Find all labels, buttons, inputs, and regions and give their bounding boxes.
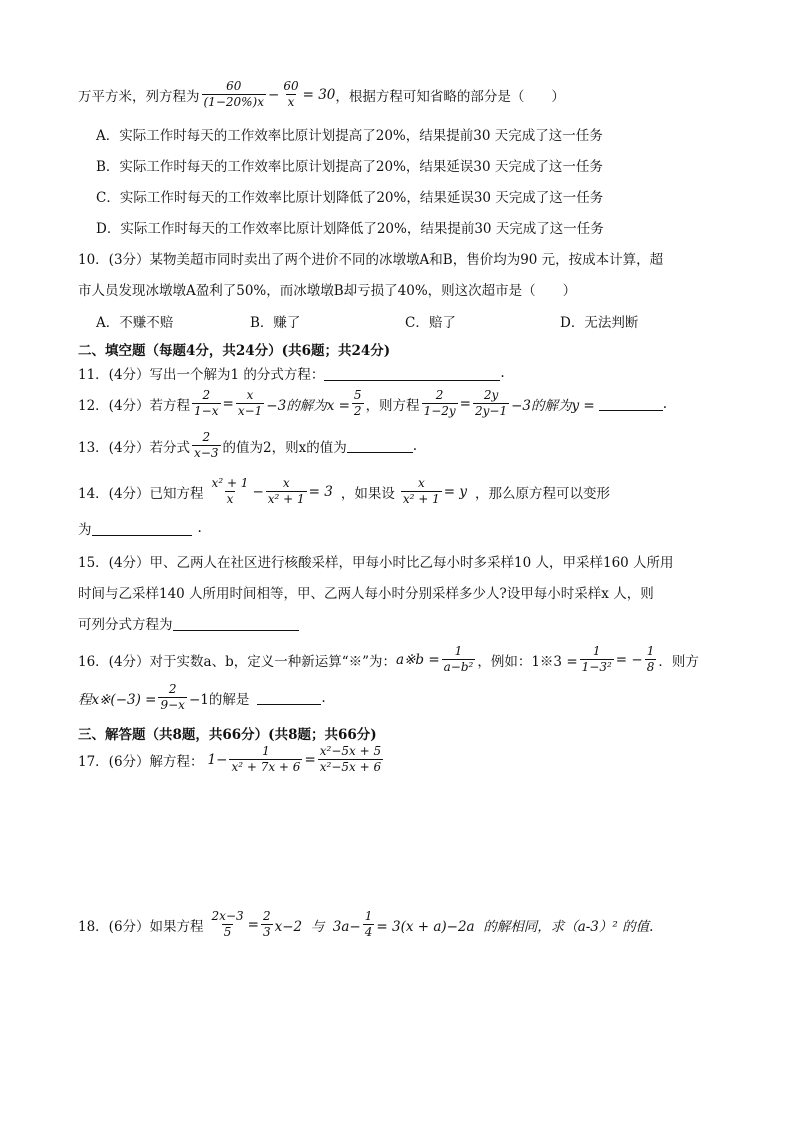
- q17-frac-1: $\frac{1}{\text{x² + 7x + 6}}$: [231, 744, 301, 775]
- q10-option-a: A．不赚不赔: [96, 315, 174, 331]
- q13-prefix: 13．(4分）若分式: [78, 439, 191, 456]
- q17-frac-2: $\frac{\text{x²−5x + 5}}{\text{x²−5x + 6}}$: [319, 744, 382, 775]
- q13-answer-blank[interactable]: [347, 438, 413, 453]
- q16-equation-frac: $\frac{2}{9-x}$: [160, 682, 185, 713]
- q18-frac-3: $\frac{1}{4}$: [364, 909, 373, 940]
- q12-frac-2: $\frac{x}{x-1}$: [237, 388, 263, 419]
- q16-def-frac: $\frac{1}{\text{a−b²}}$: [443, 644, 474, 675]
- q11-line: 11．(4分）写出一个解为1 的分式方程： .: [78, 365, 505, 383]
- q16-line2: 程x※(−3) = $\frac{2}{9-x}$ −1的解是 .: [78, 682, 326, 713]
- q9-minus: −: [268, 86, 280, 103]
- q15-answer-blank[interactable]: [173, 616, 299, 631]
- q11-answer-blank[interactable]: [324, 366, 500, 381]
- q9-fraction-2: $\frac{60}{x}$: [283, 79, 299, 110]
- q10-option-d: D．无法判断: [560, 315, 639, 331]
- q10-line1: 10．(3分）某物美超市同时卖出了两个进价不同的冰墩墩A和B，售价均为90 元，按成本计算，超: [78, 252, 664, 268]
- q11-text: 11．(4分）写出一个解为1 的分式方程：: [78, 367, 325, 383]
- q12-answer-blank[interactable]: [599, 396, 663, 411]
- q12-frac-3: $\frac{5}{2}$: [353, 388, 362, 419]
- q10-option-b: B．赚了: [250, 315, 301, 331]
- q12-prefix: 12．(4分）若方程: [78, 397, 191, 414]
- q18-frac-1: $\frac{2x-3}{5}$: [211, 909, 244, 940]
- q9-fraction-1: $\frac{60}{(1-20\%)x}$: [203, 79, 264, 110]
- q14-line2: 为 .: [78, 520, 202, 538]
- q16-line1: 16．(4分）对于实数a、b，定义一种新运算“※”为： a※b = $\frac{1}{\text{a−b²}}$ ，例如：1※3 = $\frac{1}{\text{1−3²}}$ = − $\frac{1}{8}$ ．则方: [78, 644, 699, 675]
- q16-answer-blank[interactable]: [257, 690, 321, 705]
- q9-option-c: C．实际工作时每天的工作效率比原计划降低了20%，结果延误30 天完成了这一任务: [96, 190, 604, 206]
- q10-line2: 市人员发现冰墩墩A盈利了50%，而冰墩墩B却亏损了40%，则这次超市是（ ）: [78, 283, 577, 299]
- section-3-heading: 三、解答题（共8题，共66分）(共8题；共66分): [78, 727, 377, 743]
- q14-line1: 14．(4分）已知方程 $\frac{\text{x² + 1}}{x}$ − $\frac{x}{\text{x² + 1}}$ = 3 ，如果设 $\frac{x}{\text{x² + 1}}$ = y ，那么原方程可以变形: [78, 476, 611, 507]
- q15-line2: 时间与乙采样140 人所用时间相等，甲、乙两人每小时分别采样多少人?设甲每小时采样x 人，则: [78, 586, 654, 602]
- q9-option-b: B．实际工作时每天的工作效率比原计划提高了20%，结果延误30 天完成了这一任务: [96, 159, 603, 175]
- q16-example-frac-2: $\frac{1}{8}$: [646, 644, 655, 675]
- q13-line: 13．(4分）若分式 $\frac{2}{x-3}$ 的值为2，则x的值为 .: [78, 430, 418, 461]
- section-2-heading: 二、填空题（每题4分，共24分）(共6题；共24分): [78, 343, 391, 359]
- q14-frac-1: $\frac{\text{x² + 1}}{x}$: [211, 476, 249, 507]
- q14-frac-3: $\frac{x}{\text{x² + 1}}$: [402, 476, 440, 507]
- q12-frac-4: $\frac{2}{1-2y}$: [423, 388, 456, 419]
- q15-line3: 可列分式方程为: [78, 613, 299, 633]
- q14-frac-2: $\frac{x}{\text{x² + 1}}$: [267, 476, 305, 507]
- q9-option-d: D．实际工作时每天的工作效率比原计划降低了20%，结果提前30 天完成了这一任务: [96, 221, 604, 237]
- q9-prefix: 万平方米，列方程为: [78, 88, 200, 105]
- q12-line: 12．(4分）若方程 $\frac{2}{1-x}$ = $\frac{x}{x-1}$ −3的解为x = $\frac{5}{2}$ ，则方程 $\frac{2}{1-2y}$ = $\frac{2y}{2y-1}$ −3的解为y = .: [78, 388, 668, 419]
- q12-frac-5: $\frac{2y}{2y-1}$: [474, 388, 508, 419]
- q9-option-a: A．实际工作时每天的工作效率比原计划提高了20%，结果提前30 天完成了这一任务: [96, 128, 603, 144]
- q12-frac-1: $\frac{2}{1-x}$: [194, 388, 219, 419]
- q9-suffix: ，根据方程可知省略的部分是（ ）: [335, 88, 565, 105]
- q14-answer-blank[interactable]: [92, 521, 192, 536]
- q9-eq: = 30: [302, 86, 336, 103]
- q17-line: 17．(6分）解方程： 1− $\frac{1}{\text{x² + 7x + 6}}$ = $\frac{\text{x²−5x + 5}}{\text{x²−5x + 6}}$: [78, 744, 382, 775]
- q15-line1: 15．(4分）甲、乙两人在社区进行核酸采样，甲每小时比乙每小时多采样10 人，甲采样160 人所用: [78, 555, 674, 571]
- q18-frac-2: $\frac{2}{3}$: [262, 909, 271, 940]
- q14-prefix: 14．(4分）已知方程: [78, 485, 204, 502]
- q10-option-c: C．赔了: [405, 315, 456, 331]
- q9-equation-line: [78, 80, 565, 109]
- q16-example-frac: $\frac{1}{\text{1−3²}}$: [581, 644, 612, 675]
- q18-line: 18．(6分）如果方程 $\frac{2x-3}{5}$ = $\frac{2}{3}$ x−2 与 3a− $\frac{1}{4}$ = 3(x + a)−2a 的解相同，求（a-3）² 的值.: [78, 909, 654, 940]
- q13-frac: $\frac{2}{x-3}$: [194, 430, 219, 461]
